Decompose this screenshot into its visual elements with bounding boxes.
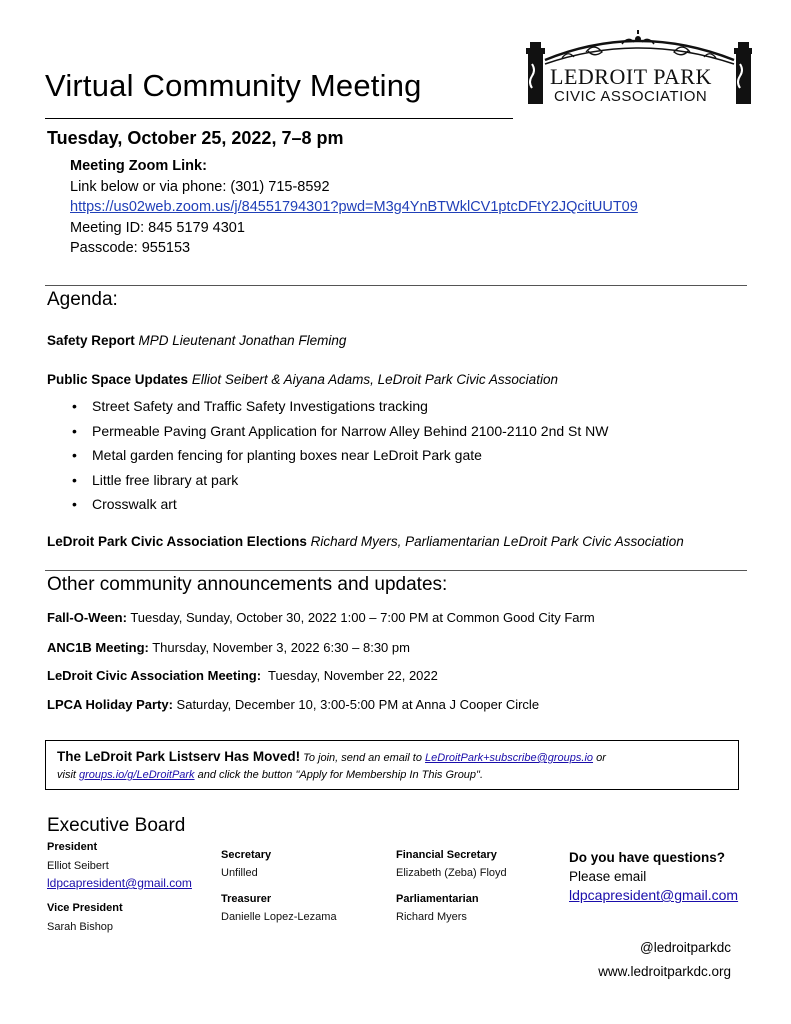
financial-secretary-name: Elizabeth (Zeba) Floyd xyxy=(396,867,507,879)
safety-report xyxy=(47,333,346,348)
questions-email-link[interactable]: ldpcapresident@gmail.com xyxy=(569,887,739,903)
parliamentarian-name: Richard Myers xyxy=(396,911,467,923)
listserv-heading: The LeDroit Park Listserv Has Moved! xyxy=(57,749,301,764)
title-divider xyxy=(45,118,513,119)
announcements-divider xyxy=(45,570,747,571)
meeting-date: Tuesday, October 25, 2022, 7–8 pm xyxy=(47,128,344,148)
listserv-text: To join, send an email to xyxy=(300,752,426,764)
secretary-role: Secretary xyxy=(221,849,272,861)
board-column-3 xyxy=(396,847,507,925)
safety-report-presenter: MPD Lieutenant Jonathan Fleming xyxy=(138,333,347,348)
executive-board-heading: Executive Board xyxy=(47,815,186,836)
announcement-item xyxy=(47,610,595,625)
treasurer-role: Treasurer xyxy=(221,893,272,905)
announcement-text: Tuesday, November 22, 2022 xyxy=(261,668,438,683)
meeting-id: Meeting ID: 845 5179 4301 xyxy=(70,219,245,236)
public-space-updates xyxy=(47,372,558,387)
safety-report-label: Safety Report xyxy=(47,333,135,348)
board-column-2 xyxy=(221,847,337,925)
vp-role: Vice President xyxy=(47,902,123,914)
president-role: President xyxy=(47,841,98,853)
president-name: Elliot Seibert xyxy=(47,860,109,872)
announcement-text: Saturday, December 10, 3:00-5:00 PM at Anna J Cooper Circle xyxy=(172,697,540,712)
zoom-label: Meeting Zoom Link: xyxy=(70,158,207,174)
logo-line-2: CIVIC ASSOCIATION xyxy=(554,88,708,105)
phone-line: Link below or via phone: (301) 715-8592 xyxy=(70,178,330,195)
listserv-text: and click the button "Apply for Membership In This Group". xyxy=(194,769,484,781)
secretary-name: Unfilled xyxy=(221,867,258,879)
treasurer-name: Danielle Lopez-Lezama xyxy=(221,911,337,923)
list-item: • Little free library at park xyxy=(72,468,608,493)
listserv-group-link[interactable]: groups.io/g/LeDroitPark xyxy=(79,769,195,781)
board-column-1 xyxy=(47,839,192,935)
listserv-notice xyxy=(45,740,739,790)
president-email-link[interactable]: ldpcapresident@gmail.com xyxy=(47,876,192,890)
list-item: • Metal garden fencing for planting boxes near LeDroit Park gate xyxy=(72,443,608,468)
public-space-presenter: Elliot Seibert & Aiyana Adams, LeDroit Park Civic Association xyxy=(191,372,558,387)
questions-line: Please email xyxy=(569,869,647,884)
public-space-label: Public Space Updates xyxy=(47,372,189,387)
listserv-email-link[interactable]: LeDroitPark+subscribe@groups.io xyxy=(425,752,594,764)
list-item: • Street Safety and Traffic Safety Investigations tracking xyxy=(72,394,608,419)
logo-line-1: LEDROIT PARK xyxy=(550,64,712,89)
agenda-divider xyxy=(45,285,747,286)
parliamentarian-role: Parliamentarian xyxy=(396,893,479,905)
announcement-label: LeDroit Civic Association Meeting: xyxy=(47,668,262,683)
page-title: Virtual Community Meeting xyxy=(45,68,422,103)
vp-name: Sarah Bishop xyxy=(47,921,114,933)
listserv-text: or xyxy=(593,752,606,764)
questions-block xyxy=(569,848,738,905)
elections-presenter: Richard Myers, Parliamentarian LeDroit Park Civic Association xyxy=(310,534,684,549)
announcement-label: Fall-O-Ween: xyxy=(47,610,127,625)
announcement-label: LPCA Holiday Party: xyxy=(47,697,173,712)
agenda-heading: Agenda: xyxy=(47,289,118,310)
announcement-item xyxy=(47,640,410,655)
social-handle: @ledroitparkdc xyxy=(640,940,731,955)
passcode: Passcode: 955153 xyxy=(70,240,191,256)
financial-secretary-role: Financial Secretary xyxy=(396,849,497,861)
announcements-heading: Other community announcements and updates: xyxy=(47,574,448,595)
announcement-item xyxy=(47,697,539,712)
zoom-link[interactable]: https://us02web.zoom.us/j/84551794301?pwd=M3g4YnBTWklCV1ptcDFtY2JQcitUUT09 xyxy=(70,199,638,215)
list-item: • Crosswalk art xyxy=(72,492,608,517)
announcement-text: Tuesday, Sunday, October 30, 2022 1:00 – 7:00 PM at Common Good City Farm xyxy=(126,610,595,625)
elections-label: LeDroit Park Civic Association Elections xyxy=(47,534,307,549)
announcement-item xyxy=(47,668,438,683)
list-item: • Permeable Paving Grant Application for Narrow Alley Behind 2100-2110 2nd St NW xyxy=(72,419,608,444)
listserv-text: visit xyxy=(57,769,79,781)
questions-heading: Do you have questions? xyxy=(569,850,726,865)
announcement-label: ANC1B Meeting: xyxy=(47,640,149,655)
public-space-list xyxy=(72,394,608,517)
elections xyxy=(47,534,684,549)
zoom-details xyxy=(70,156,638,259)
announcement-text: Thursday, November 3, 2022 6:30 – 8:30 pm xyxy=(148,640,410,655)
social-block xyxy=(598,936,731,984)
civic-association-logo xyxy=(526,30,752,110)
website[interactable]: www.ledroitparkdc.org xyxy=(598,964,731,979)
